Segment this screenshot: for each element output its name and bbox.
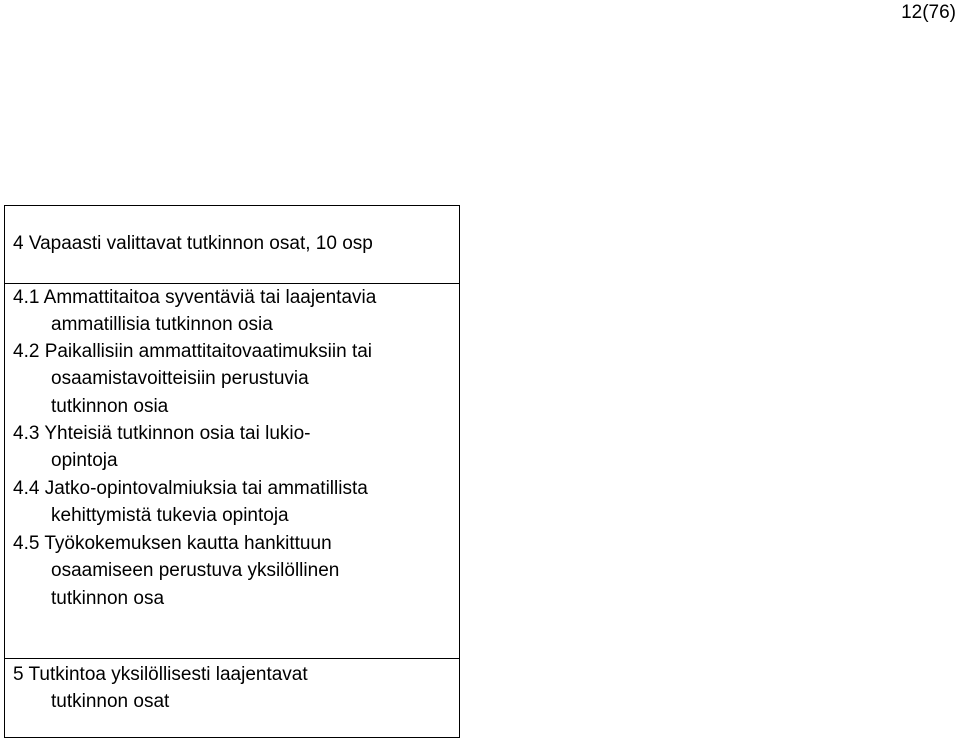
list-item-line: osaamistavoitteisiin perustuvia: [51, 368, 309, 390]
page-number: 12(76): [901, 2, 956, 23]
list-item-4-1: [13, 284, 376, 339]
list-item-line: 4.2 Paikallisiin ammattitaitovaatimuksiin tai: [13, 341, 373, 362]
list-item-4-3: [13, 420, 311, 475]
list-item-4-2: [13, 338, 372, 420]
list-item-4-5: [13, 530, 339, 612]
section-4-title: 4 Vapaasti valittavat tutkinnon osat, 10 osp: [13, 233, 373, 254]
list-item-line: 4.5 Työkokemuksen kautta hankittuun: [13, 533, 332, 554]
list-item-line: osaamiseen perustuva yksilöllinen: [51, 560, 340, 582]
list-item-line: tutkinnon osia: [51, 395, 169, 417]
list-item-line: opintoja: [51, 450, 118, 472]
section-5-line: 5 Tutkintoa yksilöllisesti laajentavat: [13, 664, 308, 685]
list-item-line: ammatillisia tutkinnon osia: [51, 314, 273, 336]
list-item-line: 4.3 Yhteisiä tutkinnon osia tai lukio-: [13, 423, 311, 444]
list-item-4-4: [13, 475, 368, 530]
list-item-line: kehittymistä tukevia opintoja: [51, 505, 289, 527]
list-item-line: tutkinnon osa: [51, 587, 165, 609]
list-item-line: 4.4 Jatko-opintovalmiuksia tai ammatillista: [13, 478, 368, 499]
section-5-line: tutkinnon osat: [51, 691, 170, 713]
list-item-line: 4.1 Ammattitaitoa syventäviä tai laajentavia: [13, 287, 377, 308]
section-5-title: [13, 661, 308, 716]
document-table: [4, 205, 460, 738]
table-divider: [5, 658, 459, 659]
